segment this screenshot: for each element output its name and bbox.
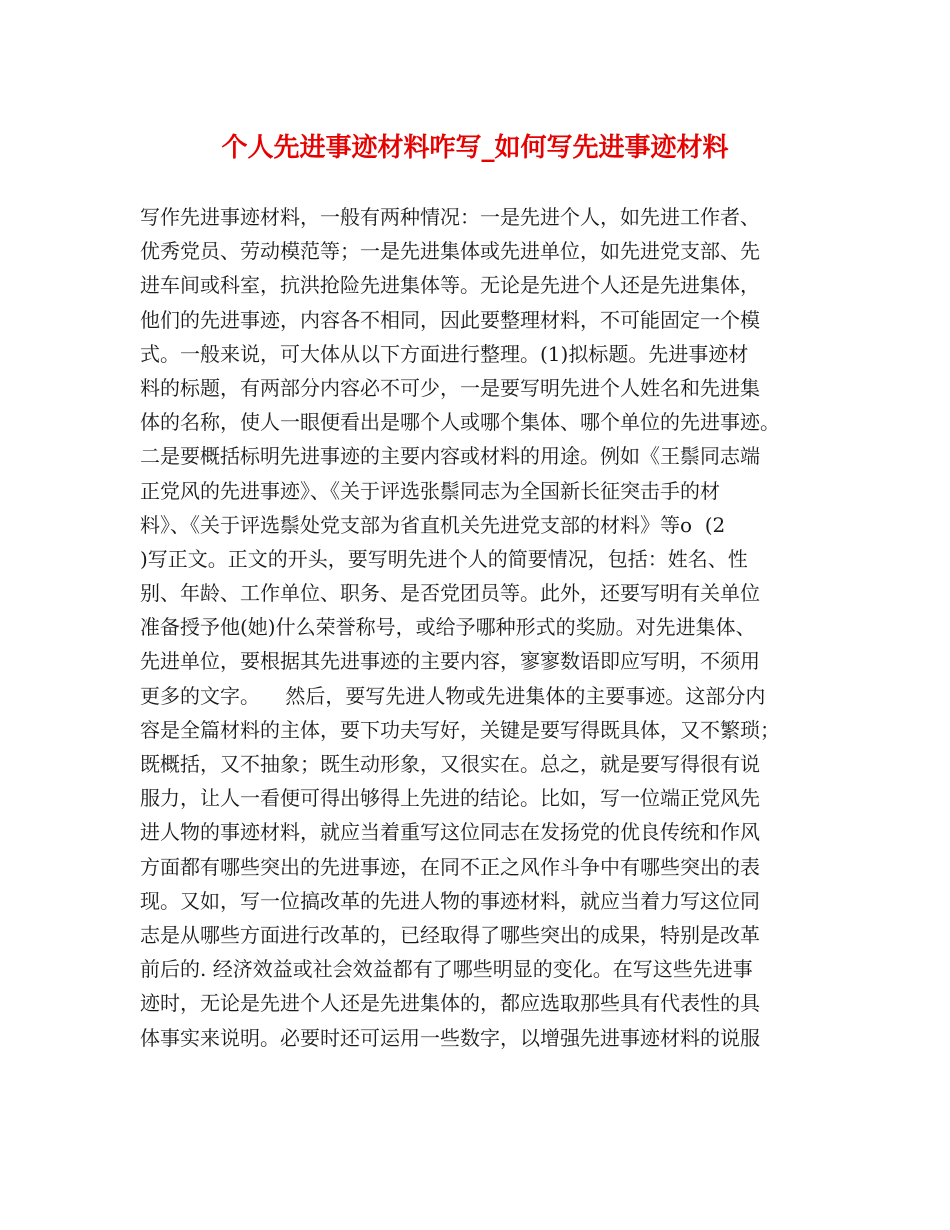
body-line: 他们的先进事迹，内容各不相同，因此要整理材料，不可能固定一个模: [140, 307, 760, 332]
body-line: 料》、《关于评选鬃处党支部为省直机关先进党支部的材料》等o (2: [140, 512, 726, 537]
body-line: 料的标题，有两部分内容必不可少，一是要写明先进个人姓名和先进集: [140, 375, 760, 400]
body-line: 更多的文字。 然后，要写先进人物或先进集体的主要事迹。这部分内: [140, 683, 766, 708]
body-line: 既概括，又不抽象；既生动形象，又很实在。总之，就是要写得很有说: [140, 752, 760, 776]
body-line: 别、年龄、工作单位、职务、是否党团员等。此外，还要写明有关单位: [140, 581, 760, 606]
document-title: 个人先进事迹材料咋写_如何写先进事迹材料: [221, 133, 729, 163]
body-line: )写正文。正文的开头，要写明先进个人的简要情况，包括：姓名、性: [140, 546, 748, 571]
body-line: 式。一般来说，可大体从以下方面进行整理。(1)拟标题。先进事迹材: [140, 341, 749, 366]
document-body: [140, 200, 830, 1055]
body-line: 准备授予他(她)什么荣誉称号，或给予哪种形式的奖励。对先进集体、: [140, 615, 756, 640]
body-line: 进车间或科室，抗洪抢险先进集体等。无论是先进个人还是先进集体，: [140, 273, 760, 298]
body-line: 二是要概括标明先进事迹的主要内容或材料的用途。例如《王鬃同志端: [140, 444, 760, 469]
body-line: 方面都有哪些突出的先进事迹，在同不正之风作斗争中有哪些突出的表: [140, 854, 760, 879]
body-line: 进人物的事迹材料，就应当着重写这位同志在发扬党的优良传统和作风: [140, 820, 760, 845]
body-line: 写作先进事迹材料，一般有两种情况：一是先进个人，如先进工作者、: [140, 205, 760, 229]
body-line: 体事实来说明。必要时还可运用一些数字，以增强先进事迹材料的说服: [140, 1025, 760, 1050]
body-line: 志是从哪些方面进行改革的，已经取得了哪些突出的成果，特别是改革: [140, 922, 760, 947]
body-line: 先进单位，要根据其先进事迹的主要内容，寥寥数语即应写明，不须用: [140, 649, 760, 674]
body-line: 迹时，无论是先进个人还是先进集体的，都应选取那些具有代表性的具: [140, 991, 760, 1016]
body-line: 体的名称，使人一眼便看出是哪个人或哪个集体、哪个单位的先进事迹。: [140, 410, 780, 435]
body-line: 正党风的先进事迹》、《关于评选张鬃同志为全国新长征突击手的材: [140, 478, 720, 503]
body-line: 优秀党员、劳动模范等；一是先进集体或先进单位，如先进党支部、先: [140, 239, 760, 264]
body-line: 容是全篇材料的主体，要下功夫写好，关键是要写得既具体，又不繁琐；: [140, 717, 780, 742]
body-line: 前后的. 经济效益或社会效益都有了哪些明显的变化。在写这些先进事: [140, 957, 753, 982]
body-line: 现。又如，写一位搞改革的先进人物的事迹材料，就应当着力写这位同: [140, 888, 760, 913]
body-line: 服力，让人一看便可得出够得上先进的结论。比如，写一位端正党风先: [140, 786, 760, 811]
